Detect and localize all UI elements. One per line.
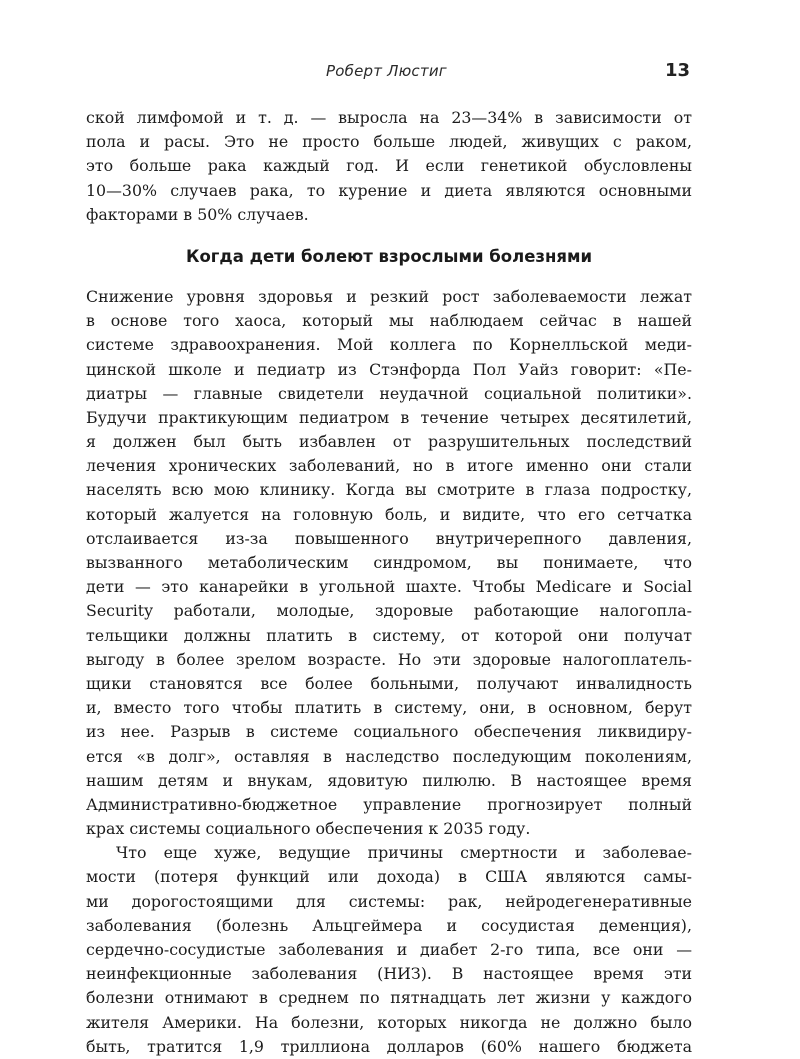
text-line: и, вместо того чтобы платить в систему, они, в основном, берут [86, 698, 692, 718]
text-line: цинской школе и педиатр из Стэнфорда Пол Уайз говорит: «Пе- [86, 359, 692, 379]
text-line: который жалуется на головную боль, и видите, что его сетчатка [86, 504, 692, 524]
text-line: сердечно-сосудистые заболевания и диабет 2-го типа, все они — [86, 940, 692, 959]
text-line: тельщики должны платить в систему, от которой они получат [86, 625, 692, 645]
text-line: ской лимфомой и т. д. — выросла на 23—34% в зависимости от [86, 108, 692, 127]
running-header-author: Роберт Люстиг [326, 62, 447, 80]
text-line: щики становятся все более больными, получают инвалидность [86, 673, 692, 693]
text-line: отслаивается из-за повышенного внутричерепного давления, [86, 528, 692, 548]
text-line: Будучи практикующим педиатром в течение четырех десятилетий, [86, 407, 692, 427]
body-text [86, 106, 692, 1059]
text-line: факторами в 50% случаев. [86, 204, 309, 224]
text-line: 10—30% случаев рака, то курение и диета являются основными [86, 180, 692, 200]
text-line: ется «в долг», оставляя в наследство последующим поколениям, [86, 746, 692, 766]
text-line: из нее. Разрыв в системе социального обеспечения ликвидиру- [86, 722, 692, 742]
text-line: заболевания (болезнь Альцгеймера и сосудистая деменция), [86, 915, 692, 935]
text-line: выгоду в более зрелом возрасте. Но эти здоровые налогоплатель- [86, 649, 692, 669]
text-line: диатры — главные свидетели неудачной социальной политики». [86, 383, 692, 403]
text-line: нашим детям и внукам, ядовитую пилюлю. В настоящее время [86, 770, 692, 790]
text-line: я должен был быть избавлен от разрушительных последствий [86, 432, 692, 452]
text-line: вызванного метаболическим синдромом, вы понимаете, что [86, 553, 692, 572]
paragraph-2 [86, 841, 692, 1059]
text-line: крах системы социального обеспечения к 2035 году. [86, 819, 531, 839]
text-line: быть, тратится 1,9 триллиона долларов (60% нашего бюджета [86, 1036, 692, 1056]
book-page [86, 0, 692, 1056]
text-line: это больше рака каждый год. И если генетикой обусловлены [86, 156, 692, 176]
text-line: мости (потеря функций или дохода) в США являются самы- [86, 867, 692, 887]
page-number: 13 [664, 60, 690, 81]
text-line: дети — это канарейки в угольной шахте. Чтобы Medicare и Social [86, 577, 692, 597]
running-header [86, 62, 692, 86]
text-line: Что еще хуже, ведущие причины смертности и заболевае- [116, 843, 692, 863]
text-line: неинфекционные заболевания (НИЗ). В настоящее время эти [86, 964, 692, 984]
text-line: Security работали, молодые, здоровые работающие налогопла- [86, 601, 692, 621]
text-line: в основе того хаоса, который мы наблюдаем сейчас в нашей [86, 311, 692, 331]
text-line: Административно-бюджетное управление прогнозирует полный [86, 794, 692, 814]
text-line: болезни отнимают в среднем по пятнадцать лет жизни у каждого [86, 988, 692, 1008]
text-line: населять всю мою клинику. Когда вы смотрите в глаза подростку, [86, 480, 692, 500]
text-line: пола и расы. Это не просто больше людей, живущих с раком, [86, 132, 692, 152]
text-line: жителя Америки. На болезни, которых никогда не должно было [86, 1012, 692, 1032]
text-line: ми дорогостоящими для системы: рак, нейродегенеративные [86, 891, 692, 911]
text-line: лечения хронических заболеваний, но в итоге именно они стали [86, 456, 692, 476]
intro-paragraph [86, 106, 692, 227]
section-heading: Когда дети болеют взрослыми болезнями [185, 246, 593, 266]
text-line: Снижение уровня здоровья и резкий рост заболеваемости лежат [86, 286, 692, 306]
paragraph-1 [86, 285, 692, 841]
text-line: системе здравоохранения. Мой коллега по Корнелльской меди- [86, 335, 692, 355]
